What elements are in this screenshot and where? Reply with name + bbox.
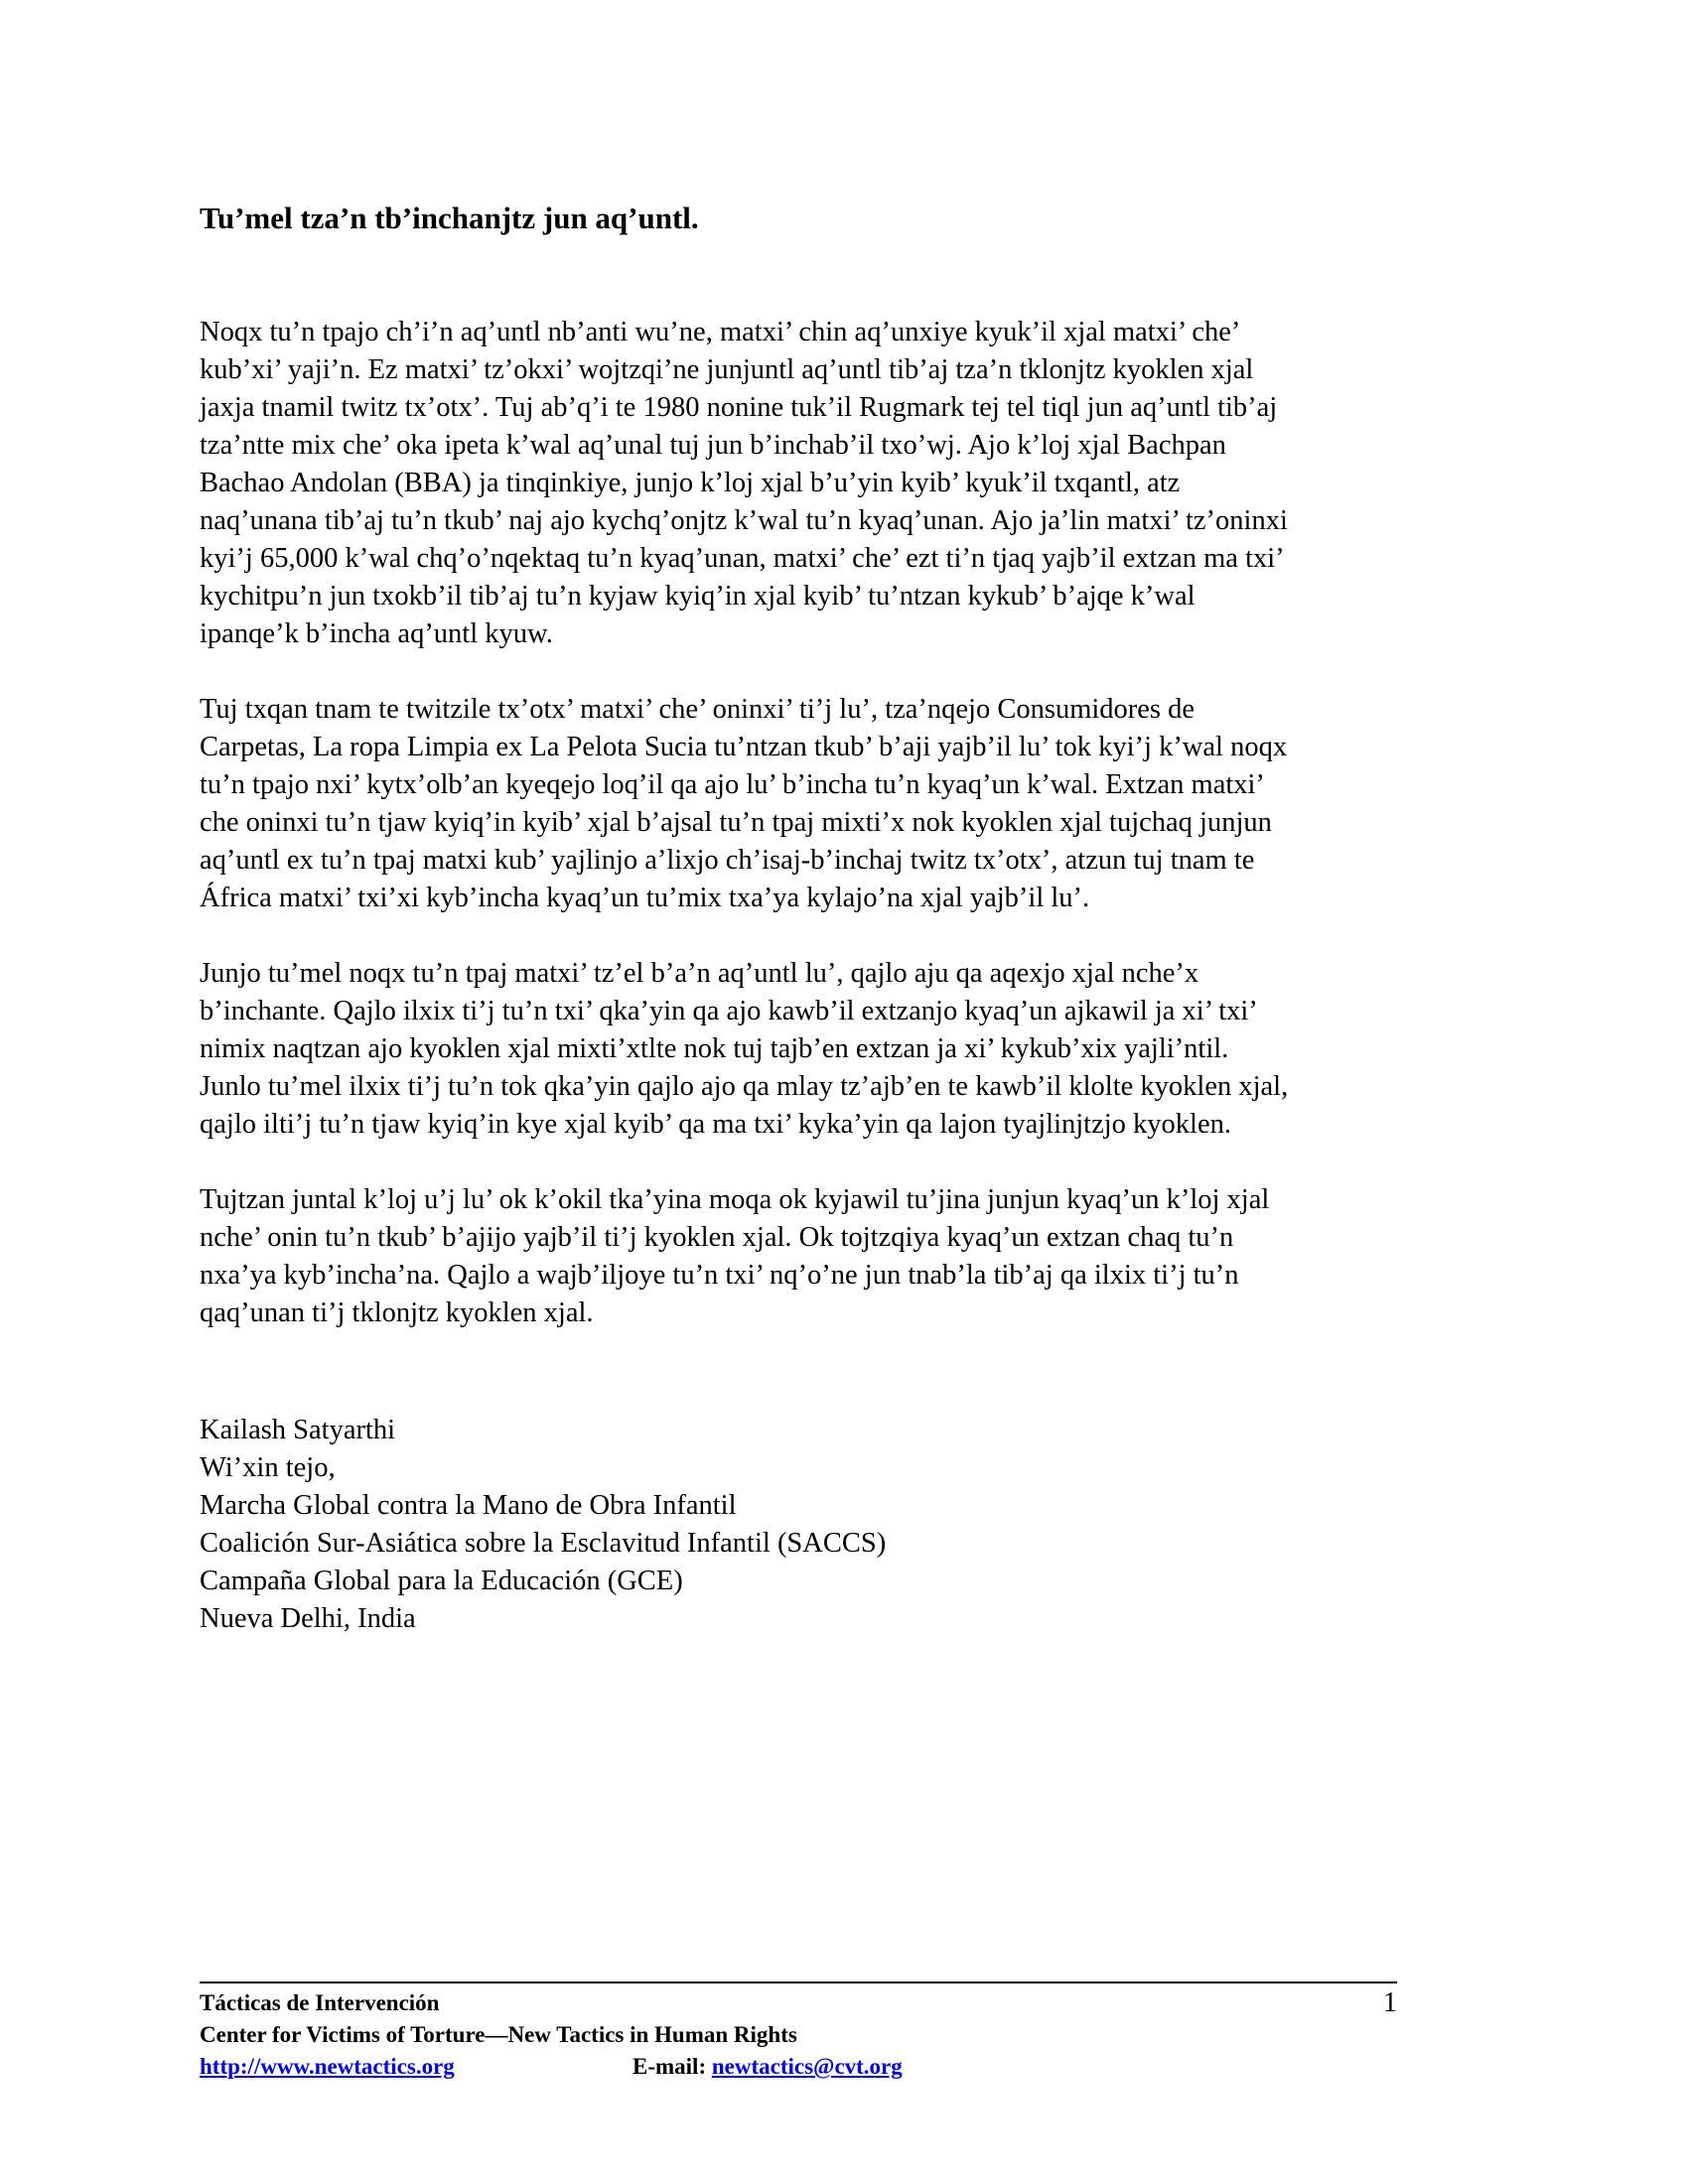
footer-row-2 xyxy=(200,2019,1397,2051)
text-line: jaxja tnamil twitz tx’otx’. Tuj ab’q’i te 1980 nonine tuk’il Rugmark tej tel tiql jun aq’untl tib’aj xyxy=(200,392,1278,423)
text-line: che oninxi tu’n tjaw kyiq’in kyib’ xjal b’ajsal tu’n tpaj mixti’x nok kyoklen xjal tujchaq junjun xyxy=(200,807,1272,838)
page-title: Tu’mel tza’n tb’inchanjtz jun aq’untl. xyxy=(200,201,699,235)
text-line: nxa’ya kyb’incha’na. Qajlo a wajb’iljoye tu’n txi’ nq’o’ne jun tnab’la tib’aj qa ilxix ti’j tu’n xyxy=(200,1260,1239,1291)
signature-block xyxy=(200,1412,886,1638)
paragraph-3 xyxy=(200,955,1490,1144)
text-line: tza’ntte mix che’ oka ipeta k’wal aq’unal tuj jun b’inchab’il txo’wj. Ajo k’loj xjal Bachpan xyxy=(200,430,1226,461)
text-line: Noqx tu’n tpajo ch’i’n aq’untl nb’anti wu’ne, matxi’ chin aq’unxiye kyuk’il xjal matxi’ che’ xyxy=(200,317,1241,347)
text-line: b’inchante. Qajlo ilxix ti’j tu’n txi’ qka’yin qa ajo kawb’il extzanjo kyaq’un ajkawil ja xi’ txi’ xyxy=(200,996,1258,1026)
website-link[interactable]: http://www.newtactics.org xyxy=(200,2054,455,2079)
text-line: Junlo tu’mel ilxix ti’j tu’n tok qka’yin qajlo ajo qa mlay tz’ajb’en te kawb’il klolte kyoklen xjal, xyxy=(200,1071,1289,1102)
page-footer xyxy=(200,1987,1397,2083)
signature-name: Kailash Satyarthi xyxy=(200,1415,396,1445)
email-label: E-mail: xyxy=(633,2054,707,2079)
text-line: nimix naqtzan ajo kyoklen xjal mixti’xtlte nok tuj tajb’en extzan ja xi’ kykub’xix yajli’ntil. xyxy=(200,1033,1229,1064)
paragraph-1 xyxy=(200,314,1490,653)
text-line: kychitpu’n jun txokb’il tib’aj tu’n kyjaw kyiq’in xjal kyib’ tu’ntzan kykub’ b’ajqe k’wal xyxy=(200,581,1196,612)
text-line: Junjo tu’mel noqx tu’n tpaj matxi’ tz’el b’a’n aq’untl lu’, qajlo aju qa aqexjo xjal nche’x xyxy=(200,958,1199,989)
signature-line: Wi’xin tejo, xyxy=(200,1452,336,1483)
footer-row-3 xyxy=(200,2051,1397,2083)
text-line: qaq’unan ti’j tklonjtz kyoklen xjal. xyxy=(200,1297,594,1328)
paragraph-4 xyxy=(200,1181,1490,1332)
footer-organization: Center for Victims of Torture—New Tactics in Human Rights xyxy=(200,2022,797,2047)
text-line: naq’unana tib’aj tu’n tkub’ naj ajo kychq’onjtz k’wal tu’n kyaq’unan. Ajo ja’lin matxi’ tz’oninxi xyxy=(200,505,1288,536)
signature-line: Campaña Global para la Educación (GCE) xyxy=(200,1566,683,1596)
body-text xyxy=(200,314,1490,1370)
text-line: kyi’j 65,000 k’wal chq’o’nqektaq tu’n kyaq’unan, matxi’ che’ ezt ti’n tjaq yajb’il extzan ma txi’ xyxy=(200,543,1285,574)
text-line: aq’untl ex tu’n tpaj matxi kub’ yajlinjo a’lixjo ch’isaj-b’inchaj twitz tx’otx’, atzun tuj tnam te xyxy=(200,845,1255,876)
email-group xyxy=(633,2051,903,2083)
footer-divider xyxy=(200,1981,1397,1983)
text-line: ipanqe’k b’incha aq’untl kyuw. xyxy=(200,618,553,649)
paragraph-2 xyxy=(200,691,1490,917)
text-line: Carpetas, La ropa Limpia ex La Pelota Sucia tu’ntzan tkub’ b’aji yajb’il lu’ tok kyi’j k’wal noqx xyxy=(200,732,1288,762)
email-link[interactable]: newtactics@cvt.org xyxy=(711,2054,903,2079)
signature-line: Marcha Global contra la Mano de Obra Infantil xyxy=(200,1490,737,1521)
text-line: Tujtzan juntal k’loj u’j lu’ ok k’okil tka’yina moqa ok kyjawil tu’jina junjun kyaq’un k’loj xjal xyxy=(200,1184,1270,1215)
signature-line: Coalición Sur-Asiática sobre la Esclavitud Infantil (SACCS) xyxy=(200,1528,887,1559)
signature-location: Nueva Delhi, India xyxy=(200,1603,416,1634)
text-line: kub’xi’ yaji’n. Ez matxi’ tz’okxi’ wojtzqi’ne junjuntl aq’untl tib’aj tza’n tklonjtz kyoklen xjal xyxy=(200,354,1254,385)
text-line: tu’n tpajo nxi’ kytx’olb’an kyeqejo loq’il qa ajo lu’ b’incha tu’n kyaq’un k’wal. Extzan matxi’ xyxy=(200,769,1265,800)
text-line: qajlo ilti’j tu’n tjaw kyiq’in kye xjal kyib’ qa ma txi’ kyka’yin qa lajon tyajlinjtzjo kyoklen. xyxy=(200,1109,1231,1140)
text-line: Bachao Andolan (BBA) ja tinqinkiye, junjo k’loj xjal b’u’yin kyib’ kyuk’il txqantl, atz xyxy=(200,468,1181,498)
page-number: 1 xyxy=(1383,1987,1397,2018)
footer-manual-title: Tácticas de Intervención xyxy=(200,1990,440,2015)
text-line: África matxi’ txi’xi kyb’incha kyaq’un tu’mix txa’ya kylajo’na xjal yajb’il lu’. xyxy=(200,883,1090,913)
text-line: Tuj txqan tnam te twitzile tx’otx’ matxi’ che’ oninxi’ ti’j lu’, tza’nqejo Consumidores de xyxy=(200,694,1196,725)
footer-row-1 xyxy=(200,1987,1397,2019)
text-line: nche’ onin tu’n tkub’ b’ajijo yajb’il ti’j kyoklen xjal. Ok tojtzqiya kyaq’un extzan chaq tu’n xyxy=(200,1222,1234,1253)
